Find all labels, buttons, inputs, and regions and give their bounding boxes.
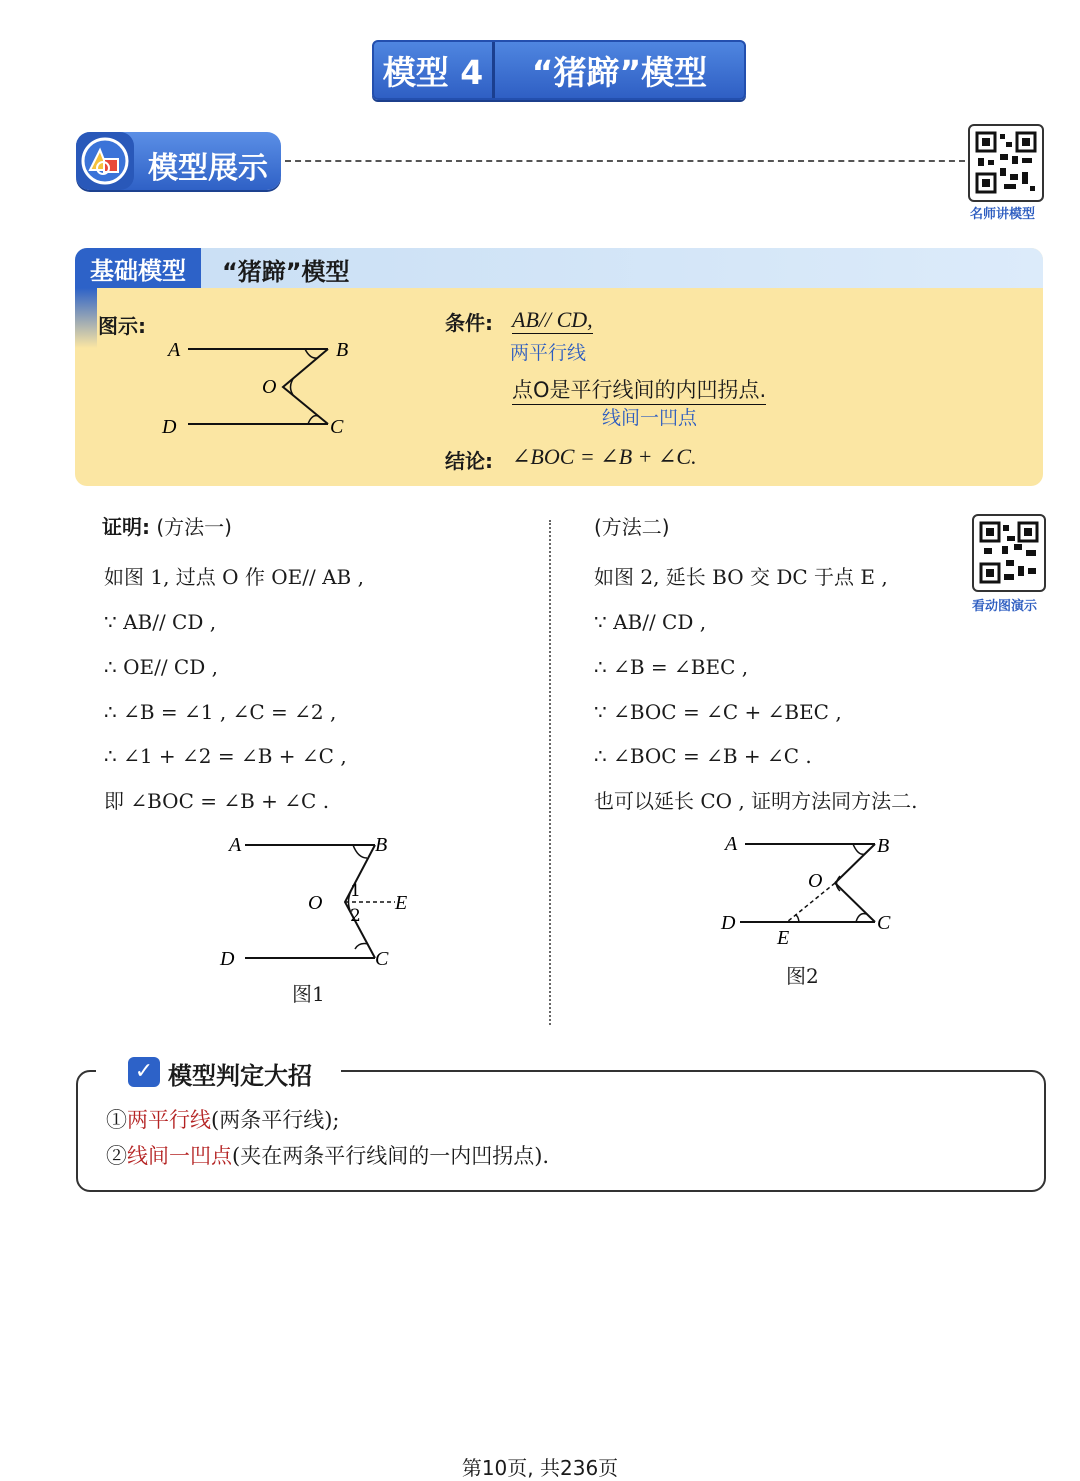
proof1-line-5: ∴ ∠1 + ∠2 = ∠B + ∠C ,	[104, 744, 347, 768]
card-tab-tail	[75, 288, 97, 348]
fig1-angle-1-label: 1	[350, 881, 361, 901]
check-icon: ✓	[128, 1057, 160, 1087]
qr-caption-animation: 看动图演示	[972, 599, 1038, 614]
column-divider	[549, 520, 551, 1025]
condition-concave-point: 点O是平行线间的内凹拐点.	[512, 374, 766, 405]
figure-label: 图示:	[98, 314, 146, 338]
method2-label: (方法二)	[594, 515, 670, 539]
figure-2-caption: 图2	[786, 964, 819, 988]
method1-label: (方法一)	[156, 515, 232, 539]
fig1-angle-b	[353, 845, 367, 858]
page-number: 第10页, 共236页	[461, 1456, 619, 1480]
figure-1	[215, 828, 425, 973]
item2-keyword: 线间一凹点	[127, 1144, 232, 1168]
card-tab: 基础模型	[75, 248, 201, 288]
point-c-label: C	[330, 416, 344, 438]
fig2-point-b: B	[877, 835, 890, 857]
fig1-angle-2-label: 2	[350, 906, 361, 926]
proof1-line-1: 如图 1, 过点 O 作 OE// AB ,	[104, 565, 364, 589]
base-model-figure	[150, 330, 370, 440]
conclusion-label: 结论:	[445, 449, 493, 473]
fig1-point-a: A	[229, 834, 242, 856]
fig1-point-o: O	[308, 892, 323, 914]
figure-1-caption: 图1	[292, 982, 325, 1006]
fig2-point-e: E	[777, 927, 790, 949]
note-one-concave-point: 线间一凹点	[602, 407, 698, 429]
condition-label: 条件:	[445, 311, 493, 335]
model-number: 模型 4	[382, 52, 484, 92]
fig2-point-c: C	[877, 912, 891, 934]
angle-c-arc	[308, 416, 318, 424]
judgement-title: 模型判定大招	[168, 1062, 312, 1090]
qr-code-teacher[interactable]	[968, 124, 1044, 202]
proof1-line-2: ∵ AB// CD ,	[104, 610, 217, 634]
proof2-line-3: ∴ ∠B = ∠BEC ,	[594, 655, 749, 679]
fig1-angle-c	[355, 944, 368, 949]
fig2-segment-oc	[835, 883, 875, 922]
fig2-point-a: A	[725, 833, 738, 855]
item2-text: (夹在两条平行线间的一内凹拐点).	[232, 1144, 550, 1168]
fig2-point-d: D	[721, 912, 736, 934]
fig1-point-c: C	[375, 948, 389, 970]
card-model-name: “猪蹄”模型	[222, 258, 350, 286]
angle-b-arc	[305, 349, 317, 358]
proof1-line-4: ∴ ∠B = ∠1 , ∠C = ∠2 ,	[104, 700, 337, 724]
dashed-divider	[285, 160, 965, 162]
qr-code-animation[interactable]	[972, 514, 1046, 592]
fig2-point-o: O	[808, 870, 823, 892]
judgement-item-2	[106, 1140, 549, 1170]
fig2-angle-e	[795, 915, 799, 922]
figure-2	[715, 828, 915, 953]
item1-keyword: 两平行线	[127, 1108, 211, 1132]
point-a-label: A	[168, 339, 181, 361]
point-d-label: D	[162, 416, 177, 438]
point-o-label: O	[262, 376, 277, 398]
conclusion-formula: ∠BOC = ∠B + ∠C.	[512, 444, 697, 469]
item1-number: ①	[106, 1108, 127, 1132]
fig2-angle-c	[856, 914, 866, 922]
proof1-line-6: 即 ∠BOC = ∠B + ∠C .	[104, 789, 330, 813]
fig2-segment-bo	[835, 844, 875, 883]
point-b-label: B	[336, 339, 349, 361]
fig1-point-b: B	[375, 834, 388, 856]
fig1-point-d: D	[220, 948, 235, 970]
proof2-line-5: ∴ ∠BOC = ∠B + ∠C .	[594, 744, 812, 768]
model-title: “猪蹄”模型	[531, 52, 708, 92]
note-two-parallel-lines: 两平行线	[510, 342, 587, 364]
item1-text: (两条平行线);	[211, 1108, 340, 1132]
condition-parallel: AB// CD,	[512, 307, 593, 332]
qr-caption-teacher: 名师讲模型	[970, 207, 1036, 222]
title-banner	[372, 40, 746, 100]
proof2-line-6: 也可以延长 CO , 证明方法同方法二.	[594, 789, 918, 813]
proof-label: 证明:	[102, 515, 150, 539]
fig1-point-e: E	[395, 892, 408, 914]
fig2-angle-b	[853, 844, 865, 854]
model-card-header	[75, 248, 1043, 288]
proof2-line-4: ∵ ∠BOC = ∠C + ∠BEC ,	[594, 700, 842, 724]
judgement-item-1	[106, 1104, 339, 1134]
item2-number: ②	[106, 1144, 127, 1168]
proof2-line-2: ∵ AB// CD ,	[594, 610, 707, 634]
section-title: 模型展示	[148, 151, 268, 186]
shapes-icon	[76, 132, 134, 190]
proof2-line-1: 如图 2, 延长 BO 交 DC 于点 E ,	[594, 565, 888, 589]
proof1-line-3: ∴ OE// CD ,	[104, 655, 218, 679]
proof1-heading	[102, 515, 232, 539]
